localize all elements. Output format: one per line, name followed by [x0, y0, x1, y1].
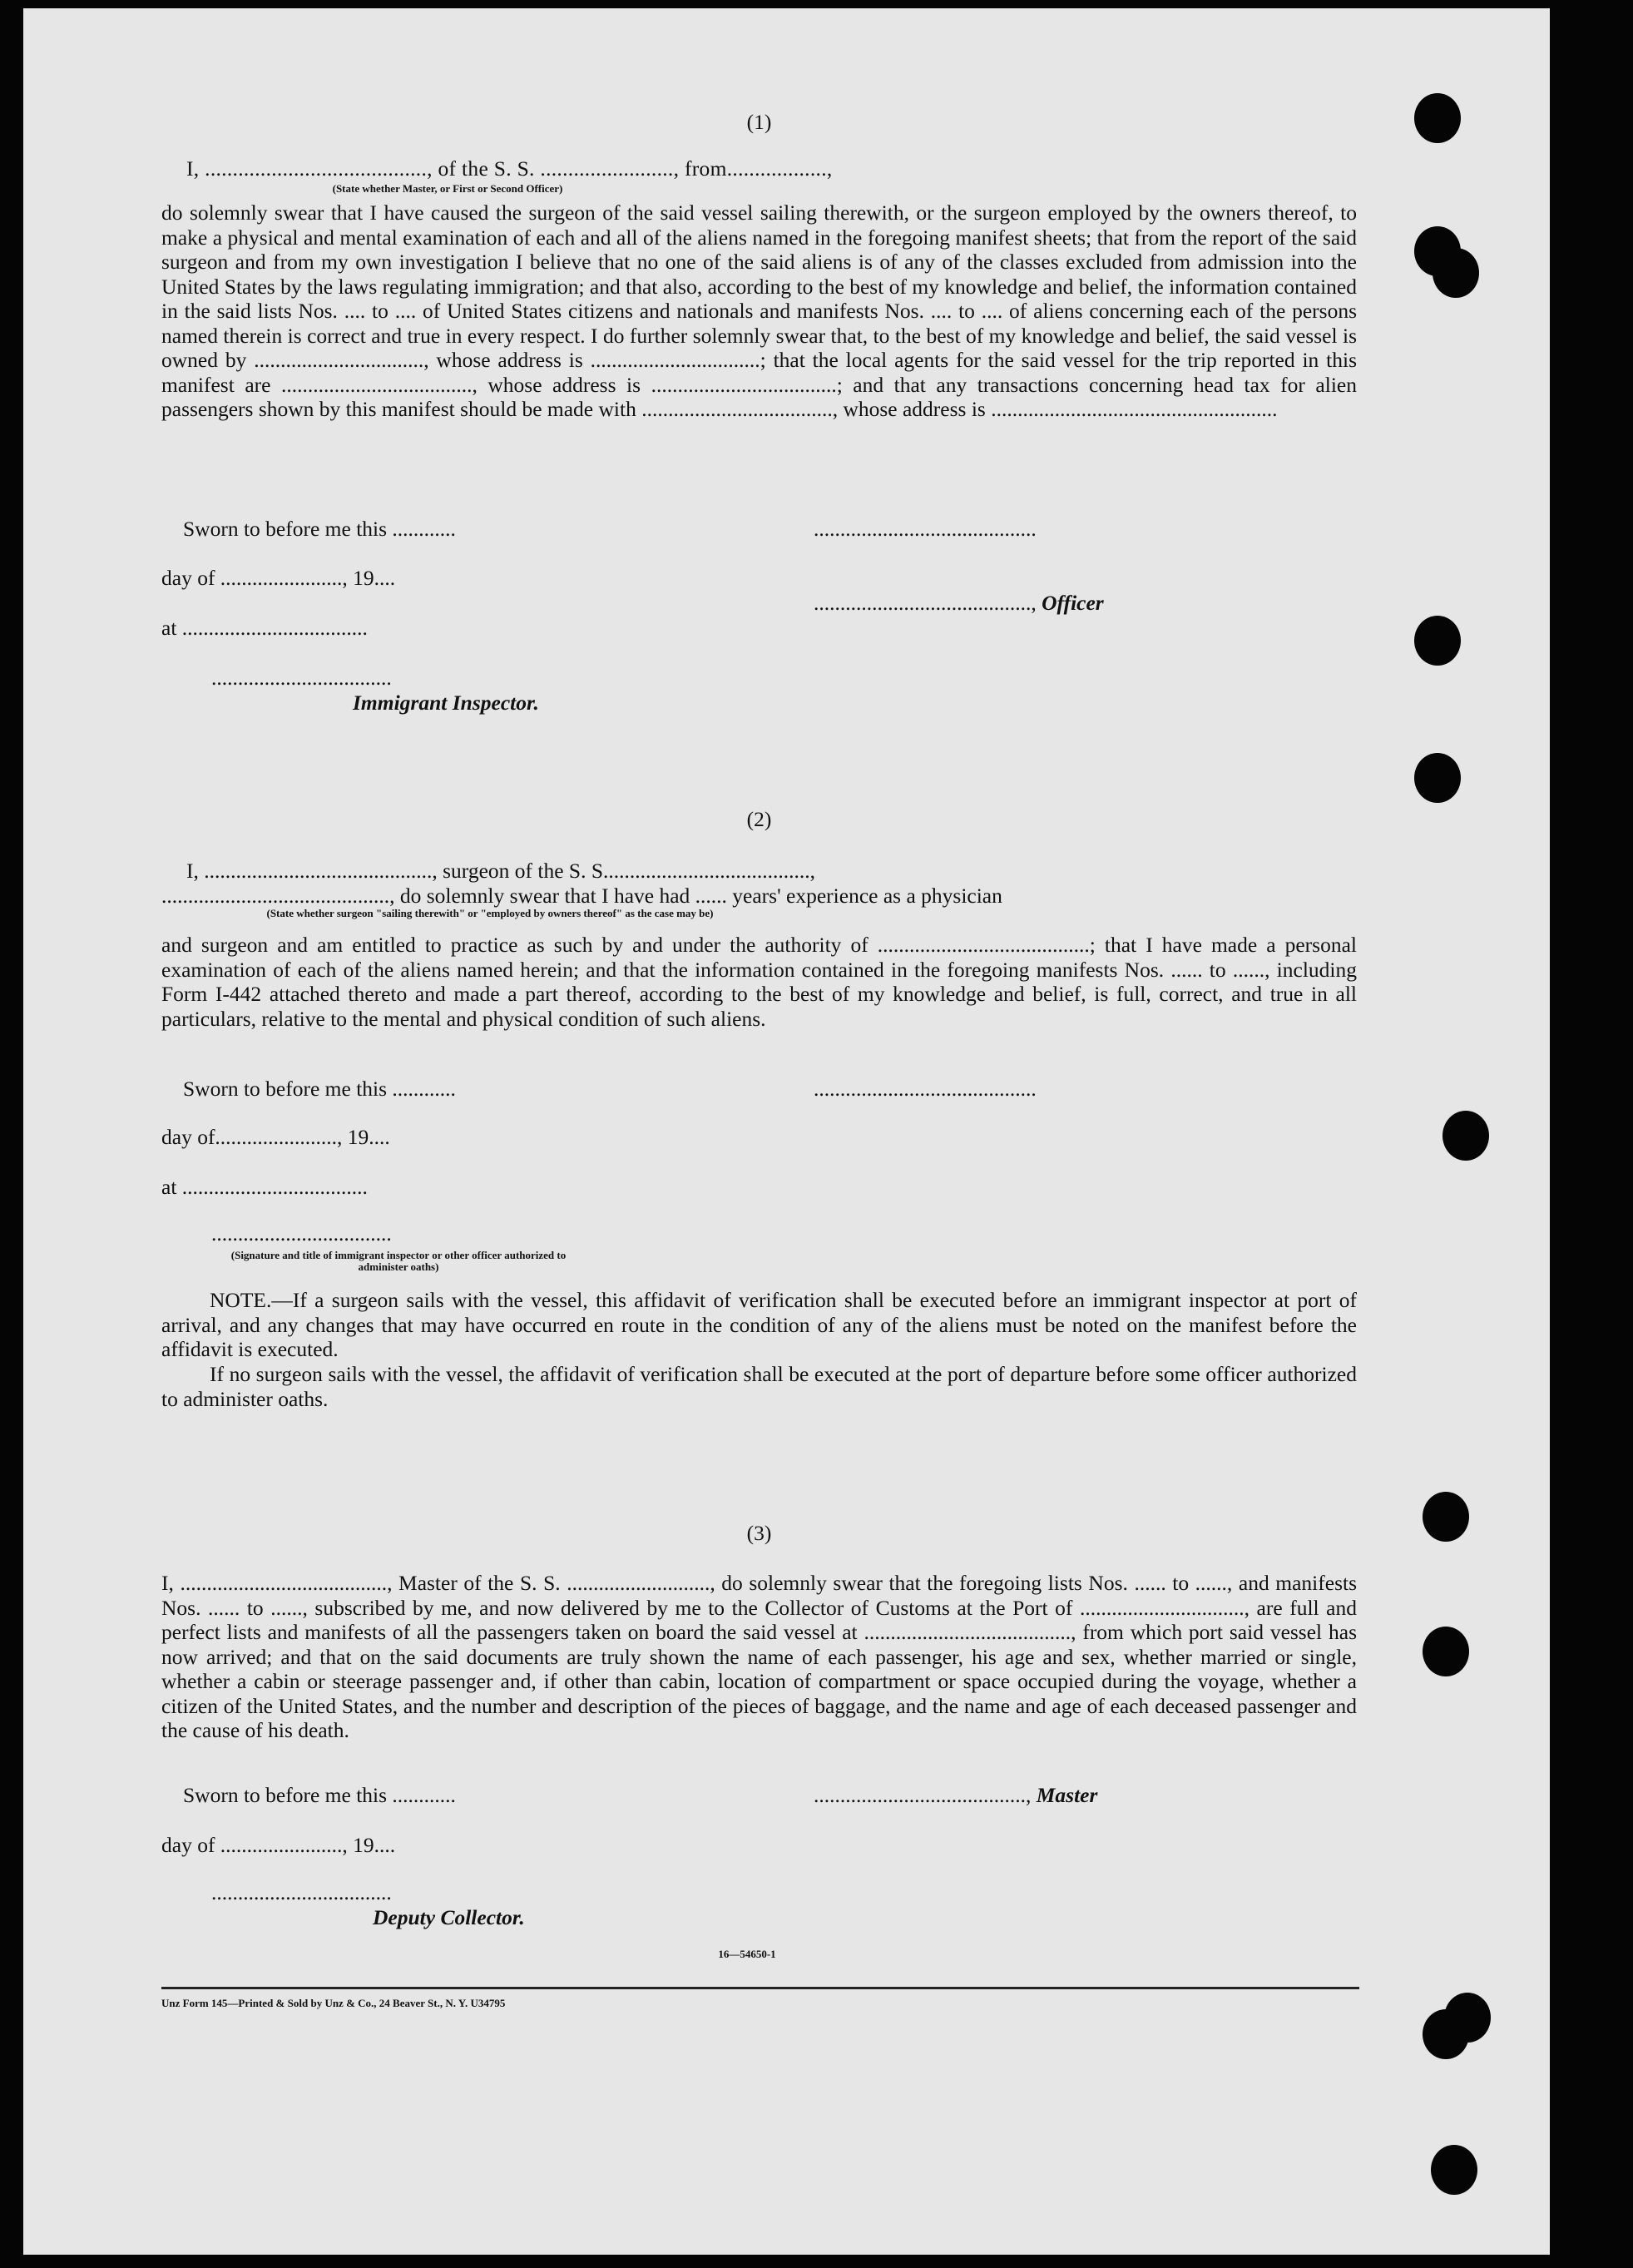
punch-hole — [1414, 616, 1461, 666]
punch-hole — [1433, 248, 1479, 298]
section-3-signature-dots: .................................. — [211, 1880, 392, 1904]
section-1-officer-note: (State whether Master, or First or Second Officer) — [332, 182, 563, 195]
footer-rule — [161, 1987, 1359, 1989]
section-2-sworn: Sworn to before me this ............ — [183, 1077, 456, 1101]
form-page — [23, 8, 1550, 2255]
section-3-paragraph: I, ......................................., Master of the S. S. ..........................., do solemnly swear that the foregoing lists Nos. ...... to ......, and manifests Nos. ...... to ......, subscribed by me, and now delivered by me to the Collector of Customs at the Port of ..............................., are full and perfect lists and manifests of all the passengers taken on board the said vessel at ......................................., from which port said vessel has now arrived; and that on the said documents are truly shown the name of each passenger, his age and sex, whether married or single, whether a cabin or steerage passenger and, if other than cabin, location of compartment or space occupied during the voyage, whether a citizen of the United States, and the number and description of the pieces of baggage, and the name and age of each deceased passenger and the cause of his death. — [161, 1571, 1357, 1742]
section-3-day: day of ......................., 19.... — [161, 1833, 396, 1857]
punch-hole — [1414, 93, 1461, 143]
section-2-signature-note: (Signature and title of immigrant inspector or other officer authorized to administer oaths) — [230, 1249, 567, 1273]
section-2-day: day of......................., 19.... — [161, 1125, 390, 1149]
section-1-right-dots: .......................................... — [814, 517, 1037, 541]
section-1-first-line: I, ........................................, of the S. S. ........................, from.................., — [186, 156, 833, 181]
section-2-second-line: ..........................................., do solemnly swear that I have had ...... years' experience as a physician — [161, 884, 1002, 908]
section-2-right-dots: .......................................... — [814, 1077, 1037, 1101]
footer-imprint: Unz Form 145—Printed & Sold by Unz & Co., 24 Beaver St., N. Y. U34795 — [161, 1997, 506, 2009]
section-1-sworn: Sworn to before me this ............ — [183, 517, 456, 541]
form-number: 16—54650-1 — [718, 1948, 776, 1960]
section-3-master-label: Master — [1036, 1783, 1098, 1807]
section-1-officer-line — [814, 591, 1104, 616]
section-1-at: at ................................... — [161, 616, 368, 640]
section-1-signature-dots: .................................. — [211, 666, 392, 690]
section-3-master-dots: ........................................, — [814, 1783, 1032, 1807]
section-2-note-1 — [161, 1288, 1357, 1362]
section-1-paragraph: do solemnly swear that I have caused the surgeon of the said vessel sailing therewith, or the surgeon employed by the owners thereof, to make a physical and mental examination of each and all of the aliens named in the foregoing manifest sheets; that from the report of the said surgeon and from my own investigation I believe that no one of the said aliens is of any of the classes excluded from admission into the United States by the laws regulating immigration; and that also, according to the best of my knowledge and belief, the information contained in the said lists Nos. .... to .... of United States citizens and nationals and manifests Nos. .... to .... of aliens concerning each of the persons named therein is correct and true in every respect. I do further solemnly swear that, to the best of my knowledge and belief, the said vessel is owned by ................................, whose address is ................................; that the local agents for the said vessel for the trip reported in this manifest are ...................................., whose address is ...................................; and that any transactions concerning head tax for alien passengers shown by this manifest should be made with ...................................., whose address is ...................................................... — [161, 201, 1357, 421]
section-2-note-2 — [161, 1362, 1357, 1411]
section-3-number: (3) — [746, 1521, 772, 1545]
section-1-day: day of ......................., 19.... — [161, 566, 396, 590]
section-2-paragraph: and surgeon and am entitled to practice as such by and under the authority of ........................................; that I have made a personal examination of each of the aliens named herein; and that the information contained in the foregoing manifests Nos. ...... to ......, including Form I-442 attached thereto and made a part thereof, according to the best of my knowledge and belief, is full, correct, and true in all particulars, relative to the mental and physical condition of such aliens. — [161, 933, 1357, 1031]
section-2-first-line: I, ..........................................., surgeon of the S. S......................................., — [186, 859, 816, 883]
section-2-at: at ................................... — [161, 1175, 368, 1199]
section-3-collector-title: Deputy Collector. — [373, 1905, 525, 1929]
section-2-surgeon-note: (State whether surgeon "sailing therewith" or "employed by owners thereof" as the case may be) — [266, 907, 714, 919]
section-2-note-2-text: If no surgeon sails with the vessel, the affidavit of verification shall be executed at the port of departure before some officer authorized to administer oaths. — [161, 1362, 1357, 1411]
section-1-officer-dots: ........................................., — [814, 591, 1037, 615]
section-1-number: (1) — [746, 110, 772, 134]
section-1-inspector-title: Immigrant Inspector. — [353, 691, 539, 715]
punch-hole — [1423, 1627, 1469, 1676]
punch-hole — [1414, 753, 1461, 803]
section-2-signature-dots: .................................. — [211, 1221, 392, 1245]
punch-hole — [1431, 2145, 1477, 2195]
punch-hole — [1423, 1492, 1469, 1542]
section-2-note-1-text: NOTE.—If a surgeon sails with the vessel, this affidavit of verification shall be executed before an immigrant inspector at port of arrival, and any changes that may have occurred en route in the condition of any of the aliens must be noted on the manifest before the affidavit is executed. — [161, 1288, 1357, 1361]
punch-hole — [1442, 1111, 1489, 1161]
section-3-sworn: Sworn to before me this ............ — [183, 1783, 456, 1807]
section-2-number: (2) — [746, 807, 772, 831]
punch-hole — [1444, 1993, 1491, 2043]
section-1-officer-label: Officer — [1042, 591, 1104, 615]
section-3-master-line — [814, 1783, 1097, 1808]
